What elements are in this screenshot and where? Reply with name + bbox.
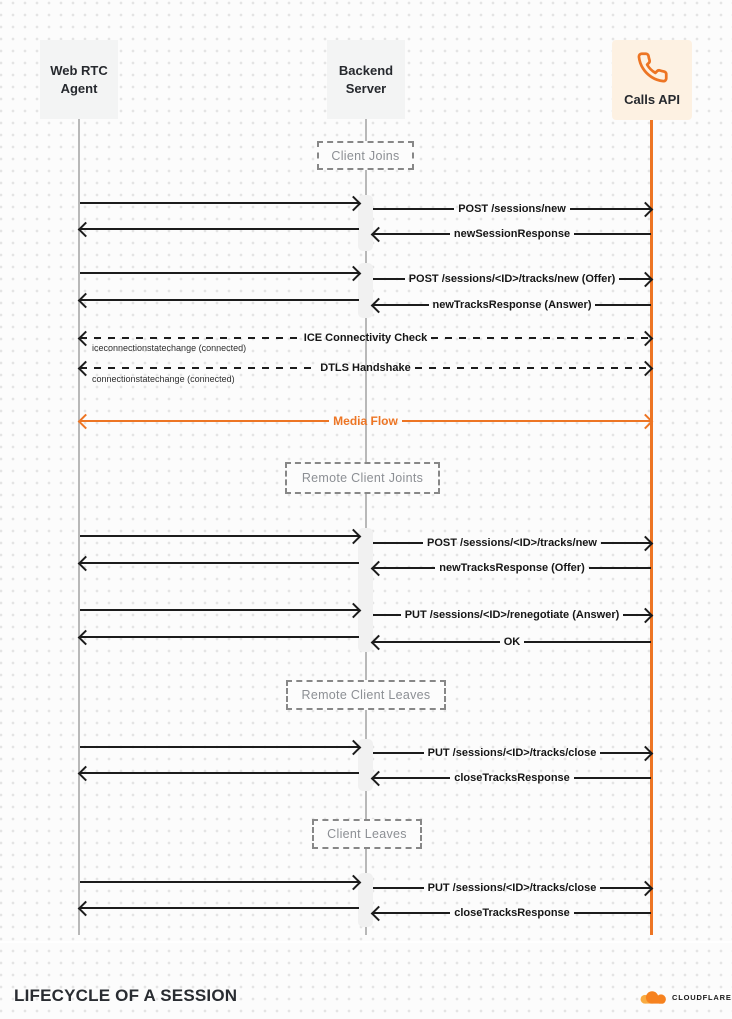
phase-client-leaves [312,819,422,849]
phase-remote-client-joins [285,462,440,494]
message-label: newTracksResponse (Offer) [439,562,585,574]
page-title: LIFECYCLE OF A SESSION [14,986,238,1005]
message-label: PUT /sessions/<ID>/renegotiate (Answer) [404,609,620,621]
arrowhead-icon [371,905,387,921]
message-label: ICE Connectivity Check [303,332,428,344]
phase-client-joins [317,141,414,170]
actor-label: Backend Server [338,62,394,96]
arrowhead-icon [78,360,94,376]
message-label: DTLS Handshake [320,362,411,374]
arrowhead-icon [78,555,94,571]
activation-bar [358,263,373,318]
dtls-event-note: connectionstatechange (connected) [92,374,235,384]
footer-divider [0,941,732,943]
phase-label: Remote Client Leaves [301,688,431,702]
arrowhead-icon [371,634,387,650]
message-label: OK [503,636,521,648]
phone-icon [636,51,669,84]
arrowhead-icon [371,226,387,242]
arrowhead-icon [78,629,94,645]
actor-label: Web RTC Agent [50,62,108,96]
arrowhead-icon [78,330,94,346]
arrowhead-icon [78,221,94,237]
actor-backend-server [327,40,405,119]
message-label: PUT /sessions/<ID>/tracks/close [427,747,597,759]
cloudflare-cloud-icon [637,989,669,1006]
message-label: closeTracksResponse [454,772,570,784]
phase-label: Client Leaves [327,827,407,841]
lifeline-web-rtc-agent [78,119,80,935]
actor-calls-api [612,40,692,120]
message-label: newSessionResponse [453,228,571,240]
activation-bar [358,528,373,652]
arrowhead-icon [371,560,387,576]
phase-label: Remote Client Joints [301,471,424,485]
message-label: closeTracksResponse [454,907,570,919]
arrowhead-icon [78,413,94,429]
brand-logo [637,989,732,1006]
arrowhead-icon [371,770,387,786]
arrowhead-icon [78,292,94,308]
message-label: POST /sessions/<ID>/tracks/new (Offer) [408,273,616,285]
lifeline-calls-api [650,120,653,935]
message-label: newTracksResponse (Answer) [432,299,592,311]
brand-name: CLOUDFLARE [672,993,732,1002]
message-label: POST /sessions/new [458,203,566,215]
actor-label: Calls API [624,92,680,108]
phase-remote-client-leaves [286,680,446,710]
message-label: PUT /sessions/<ID>/tracks/close [427,882,597,894]
actor-web-rtc-agent [40,40,118,119]
arrowhead-icon [78,900,94,916]
arrowhead-icon [371,297,387,313]
ice-event-note: iceconnectionstatechange (connected) [92,343,247,353]
phase-label: Client Joins [331,148,400,163]
message-label: Media Flow [333,414,398,428]
message-label: POST /sessions/<ID>/tracks/new [427,537,597,549]
arrowhead-icon [78,765,94,781]
